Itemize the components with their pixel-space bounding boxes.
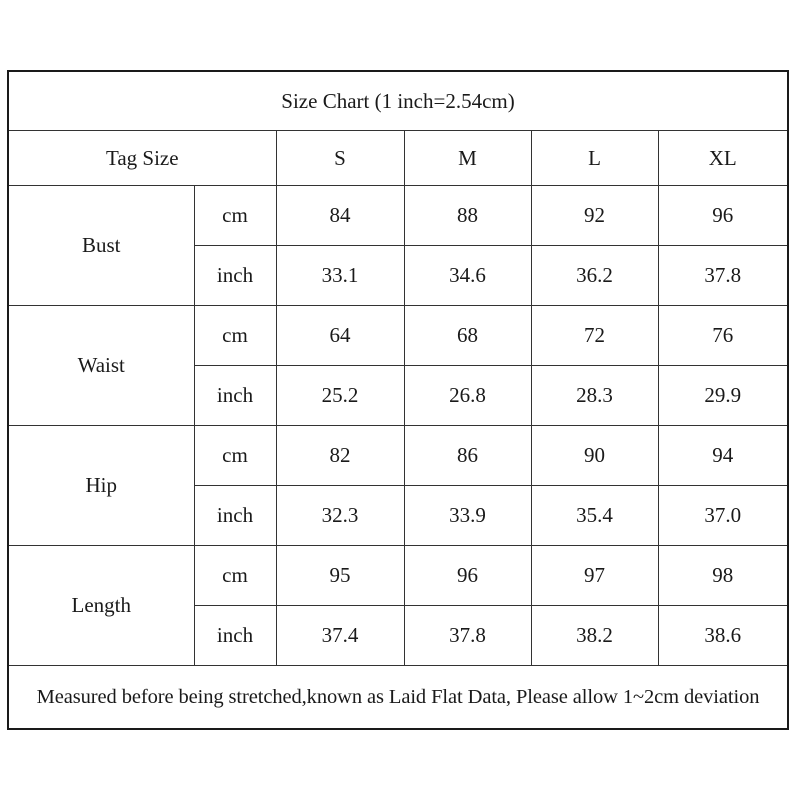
chart-title: Size Chart (1 inch=2.54cm): [8, 71, 788, 131]
table-cell: 95: [276, 546, 404, 606]
table-cell: 76: [658, 306, 788, 366]
table-cell: 26.8: [404, 366, 531, 426]
table-cell: 90: [531, 426, 658, 486]
title-row: [8, 71, 788, 131]
table-cell: 37.8: [404, 606, 531, 666]
table-cell: 88: [404, 186, 531, 246]
measurement-name-bust: Bust: [8, 186, 194, 306]
table-cell: 35.4: [531, 486, 658, 546]
unit-label: inch: [194, 486, 276, 546]
table-cell: 37.0: [658, 486, 788, 546]
table-cell: 68: [404, 306, 531, 366]
table-cell: 36.2: [531, 246, 658, 306]
table-cell: 34.6: [404, 246, 531, 306]
note-row: [8, 666, 788, 730]
table-cell: 37.8: [658, 246, 788, 306]
table-cell: 84: [276, 186, 404, 246]
table-cell: 98: [658, 546, 788, 606]
size-header-m: M: [404, 131, 531, 186]
unit-label: inch: [194, 606, 276, 666]
unit-label: cm: [194, 546, 276, 606]
measurement-name-hip: Hip: [8, 426, 194, 546]
table-cell: 33.9: [404, 486, 531, 546]
table-cell: 64: [276, 306, 404, 366]
table-cell: 82: [276, 426, 404, 486]
table-cell: 96: [658, 186, 788, 246]
unit-label: inch: [194, 366, 276, 426]
table-cell: 86: [404, 426, 531, 486]
measurement-note: Measured before being stretched,known as Laid Flat Data, Please allow 1~2cm deviation: [8, 666, 788, 730]
table-cell: 25.2: [276, 366, 404, 426]
size-header-s: S: [276, 131, 404, 186]
table-cell: 38.2: [531, 606, 658, 666]
size-chart-table: [7, 70, 789, 730]
unit-label: cm: [194, 306, 276, 366]
table-cell: 97: [531, 546, 658, 606]
table-cell: 94: [658, 426, 788, 486]
tag-size-header: Tag Size: [8, 131, 276, 186]
unit-label: inch: [194, 246, 276, 306]
table-row: [8, 546, 788, 606]
table-cell: 33.1: [276, 246, 404, 306]
table-cell: 96: [404, 546, 531, 606]
measurement-name-waist: Waist: [8, 306, 194, 426]
unit-label: cm: [194, 426, 276, 486]
table-row: [8, 186, 788, 246]
table-row: [8, 426, 788, 486]
table-cell: 72: [531, 306, 658, 366]
table-cell: 28.3: [531, 366, 658, 426]
table-cell: 37.4: [276, 606, 404, 666]
header-row: [8, 131, 788, 186]
table-cell: 29.9: [658, 366, 788, 426]
table-cell: 38.6: [658, 606, 788, 666]
measurement-name-length: Length: [8, 546, 194, 666]
table-row: [8, 306, 788, 366]
size-header-l: L: [531, 131, 658, 186]
size-header-xl: XL: [658, 131, 788, 186]
table-cell: 92: [531, 186, 658, 246]
unit-label: cm: [194, 186, 276, 246]
table-cell: 32.3: [276, 486, 404, 546]
